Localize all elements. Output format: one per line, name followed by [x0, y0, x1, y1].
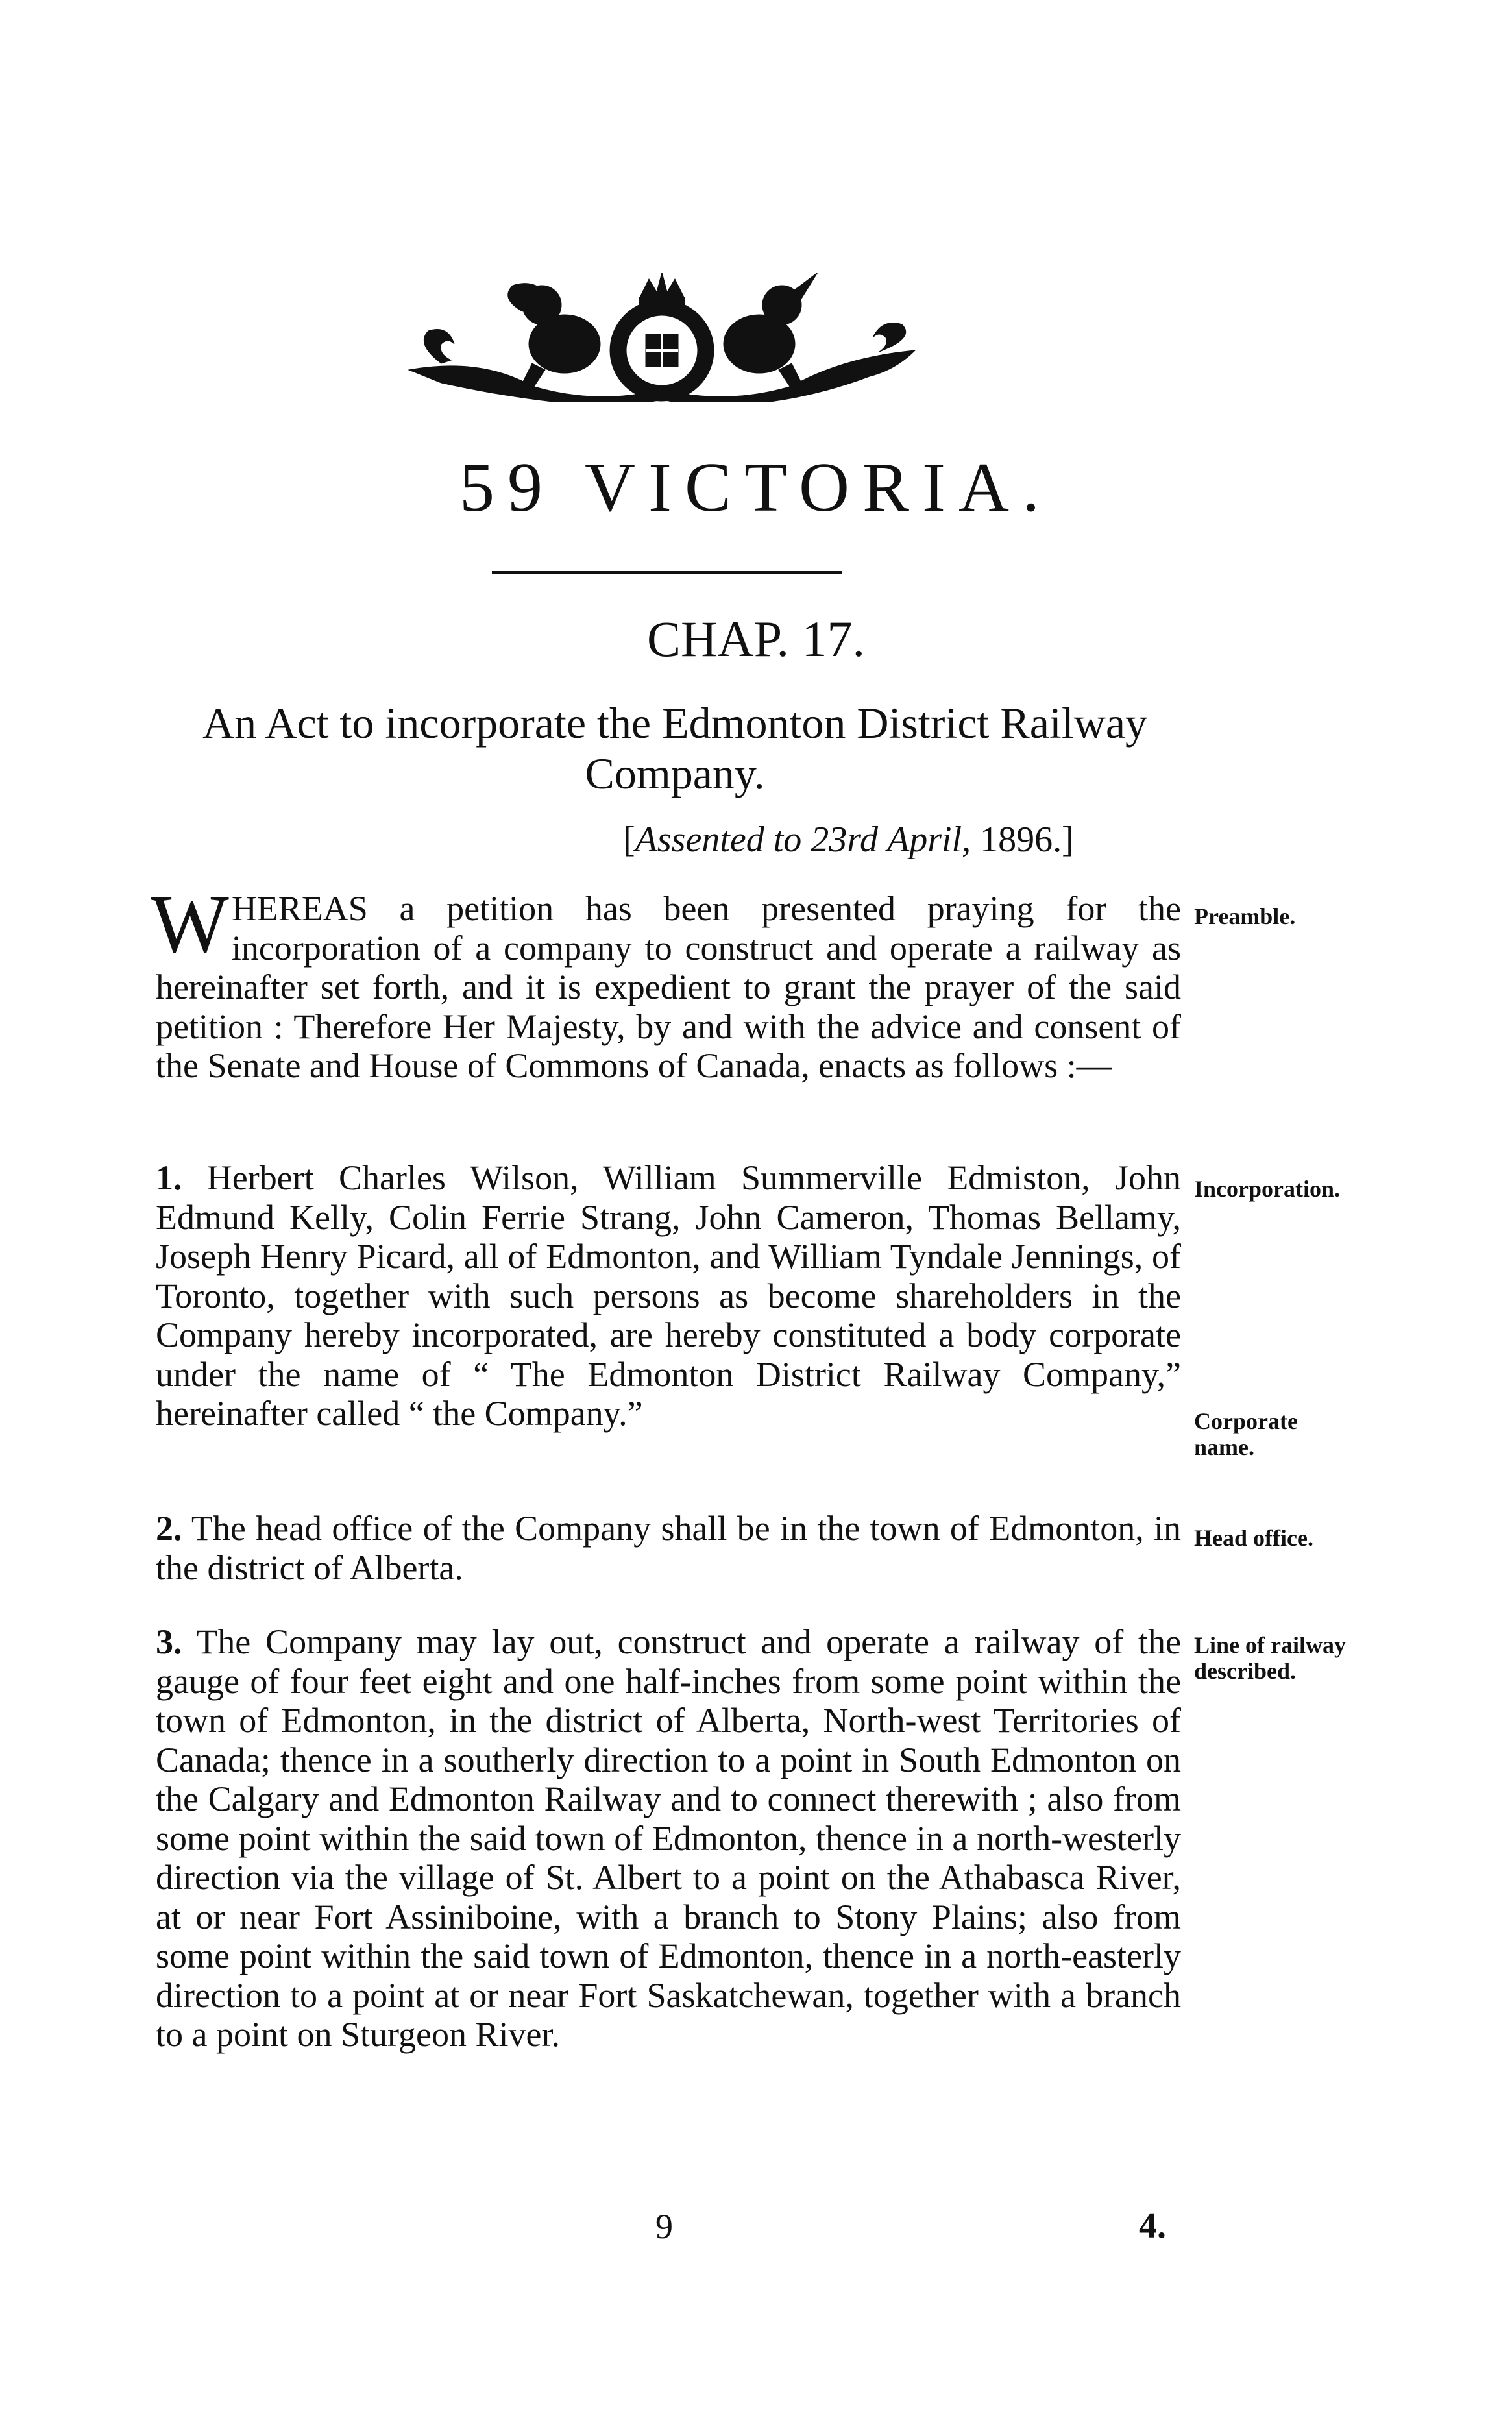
margin-note-line-of-railway: Line of railway described. [1194, 1632, 1346, 1684]
act-title: An Act to incorporate the Edmonton District Railway Company. [202, 698, 1148, 798]
section-1-paragraph [156, 1158, 1181, 1433]
preamble-paragraph [151, 878, 1181, 1086]
section-3-number: 3. [156, 1622, 182, 1661]
margin-note-preamble: Preamble. [1194, 903, 1296, 929]
regnal-year-heading: 59 VICTORIA. [459, 449, 1053, 526]
assent-line [623, 819, 1074, 860]
section-2-text: The head office of the Company shall be in the town of Edmonton, in the district of Alberta. [156, 1509, 1181, 1587]
margin-note-incorporation: Incorporation. [1194, 1176, 1340, 1202]
preamble-text: HEREAS a petition has been presented praying for the incorporation of a company to construct and operate a railway as hereinafter set forth, and it is expedient to grant the prayer of the said petition : Therefore Her Majesty, by and with the advice and consent of the Senate and House of Commons of Canada, enacts as follows :— [156, 889, 1181, 1085]
section-2-paragraph [156, 1509, 1181, 1587]
section-3-paragraph [156, 1622, 1181, 2055]
margin-note-corporate-name: Corporate name. [1194, 1408, 1298, 1460]
chapter-heading: CHAP. 17. [647, 611, 865, 667]
royal-coat-of-arms-emblem [402, 273, 921, 402]
section-1-number: 1. [156, 1158, 182, 1197]
catchword: 4. [1139, 2206, 1166, 2246]
assent-italic: Assented to [635, 820, 802, 860]
assent-prefix: [ [623, 820, 635, 860]
section-1-text: Herbert Charles Wilson, William Summerville Edmiston, John Edmund Kelly, Colin Ferrie Strang, John Cameron, Thomas Bellamy, Joseph Henry Picard, all of Edmonton, and William Tyndale Jennings, of Toronto, together with such persons as become shareholders in the Company hereby incorporated, are hereby constituted a body corporate under the name of “ The Edmonton District Railway Company,” hereinafter called “ the Company.” [156, 1158, 1182, 1433]
assent-year: 1896.] [980, 820, 1074, 860]
assent-month: April, [887, 820, 971, 860]
assent-date: 23rd [811, 820, 878, 860]
page-number: 9 [655, 2207, 673, 2246]
drop-cap: W [151, 878, 229, 970]
section-3-text: The Company may lay out, construct and operate a railway of the gauge of four feet eight and one half-inches from some point within the town of Edmonton, in the district of Alberta, North-west Territories of Canada; thence in a southerly direction to a point in South Edmonton on the Calgary and Edmonton Railway and to connect therewith ; also from some point within the said town of Edmonton, thence in a north-westerly direction via the village of St. Albert to a point on the Athabasca River, at or near Fort Assiniboine, with a branch to Stony Plains; also from some point within the said town of Edmonton, thence in a north-easterly direction to a point at or near Fort Saskatchewan, together with a branch to a point on Sturgeon River. [156, 1622, 1181, 2054]
margin-note-head-office: Head office. [1194, 1525, 1313, 1551]
section-2-number: 2. [156, 1509, 182, 1548]
heading-divider [492, 571, 842, 574]
